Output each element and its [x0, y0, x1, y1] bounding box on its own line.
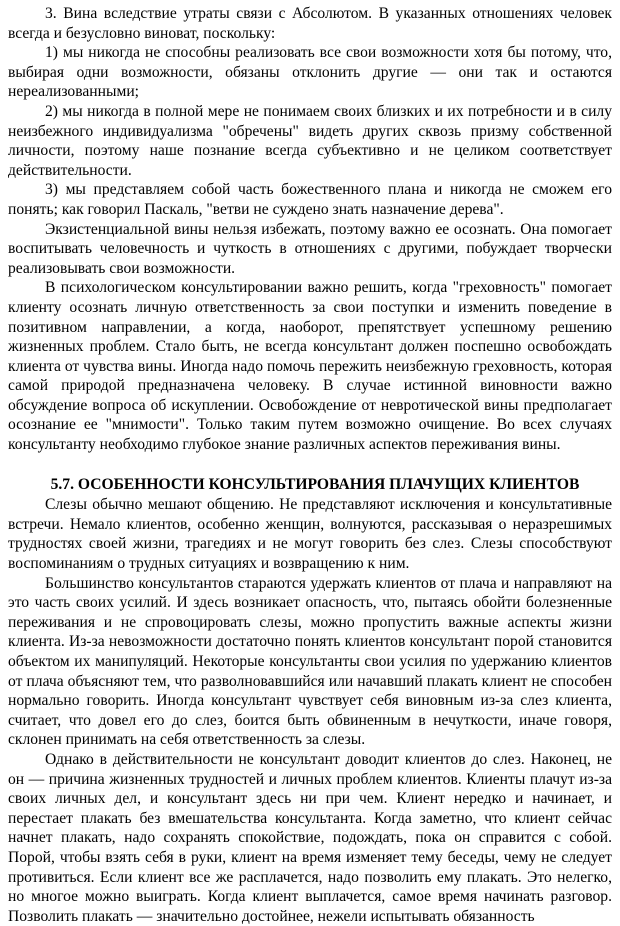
paragraph-point-3: 3) мы представляем собой часть божественного плана и никогда не сможем его понять; как говорил Паскаль, "ветви не суждено знать назначение дерева".	[8, 181, 612, 218]
paragraph-existential-guilt: Экзистенциальной вины нельзя избежать, поэтому важно ее осознать. Она помогает воспитывать человечность и чуткость в отношениях с другими, побуждает творчески реализовывать свои возможности.	[8, 220, 612, 277]
paragraph-point-1: 1) мы никогда не способны реализовать все свои возможности хотя бы потому, что, выбирая одни возможности, обязаны отклонить другие — они так и остаются нереализованными;	[8, 44, 612, 101]
paragraph-guilt-absolute: 3. Вина вследствие утраты связи с Абсолютом. В указанных отношениях человек всегда и безусловно виноват, поскольку:	[8, 5, 612, 42]
paragraph-not-counselor-fault: Однако в действительности не консультант доводит клиентов до слез. Наконец, не он — причина жизненных трудностей и личных проблем клиентов. Клиенты плачут из-за своих личных дел, и консультант здесь ни при чем. Клиент нередко и начинает, и перестает плакать без вмешательства консультанта. Когда заметно, что клиент сейчас начнет плакать, надо сохранять спокойствие, подождать, пока он справится с собой. Порой, чтобы взять себя в руки, клиент на время изменяет тему беседы, чему не следует противиться. Если клиент все же расплачется, надо позволить ему плакать. Это нелегко, но многое можно выиграть. Когда клиент выплачется, самое время начинать разговор. Позволить плакать — значительно достойнее, нежели испытывать обязанность	[8, 750, 612, 925]
paragraph-counseling-sinfulness: В психологическом консультировании важно решить, когда "греховность" помогает клиенту осознать личную ответственность за свои поступки и изменить поведение в позитивном направлении, а когда, наоборот, препятствует успешному решению жизненных проблем. Стало быть, не всегда консультант должен поспешно освобождать клиента от чувства вины. Иногда надо помочь пережить неизбежную греховность, которая самой природой предназначена человеку. В случае истинной виновности важно обсуждение вопроса об искуплении. Освобождение от невротической вины предполагает осознание ее "мнимости". Только таким путем возможно очищение. Во всех случаях консультанту необходимо глубокое знание различных аспектов переживания вины.	[8, 279, 612, 454]
section-heading: 5.7. ОСОБЕННОСТИ КОНСУЛЬТИРОВАНИЯ ПЛАЧУЩИХ КЛИЕНТОВ	[50, 475, 580, 493]
paragraph-tears-intro: Слезы обычно мешают общению. Не представляют исключения и консультативные встречи. Немало клиентов, особенно женщин, волнуются, рассказывая о неразрешимых трудностях своей жизни, трагедиях и не могут говорить без слез. Слезы способствуют воспоминаниям о трудных ситуациях и возвращению к ним.	[8, 496, 612, 573]
paragraph-point-2: 2) мы никогда в полной мере не понимаем своих близких и их потребности и в силу неизбежного индивидуализма "обречены" видеть других сквозь призму собственной личности, поэтому наше познание всегда субъективно и не целиком соответствует действительности.	[8, 102, 612, 179]
paragraph-counselors-restrain: Большинство консультантов стараются удержать клиентов от плача и направляют на это часть своих усилий. И здесь возникает опасность, что, пытаясь обойти болезненные переживания и не спровоцировать слезы, можно пропустить важные аспекты жизни клиента. Из-за невозможности достаточно понять клиентов консультант порой становится объектом их манипуляций. Некоторые консультанты свои усилия по удержанию клиентов от плача объясняют тем, что разволновавшийся или начавший плакать клиент не способен нормально говорить. Иногда консультант чувствует себя виновным из-за слез клиента, считает, что довел его до слез, боится быть обвиненным в нечуткости, иначе говоря, склонен принимать на себя ответственность за слезы.	[8, 574, 612, 749]
